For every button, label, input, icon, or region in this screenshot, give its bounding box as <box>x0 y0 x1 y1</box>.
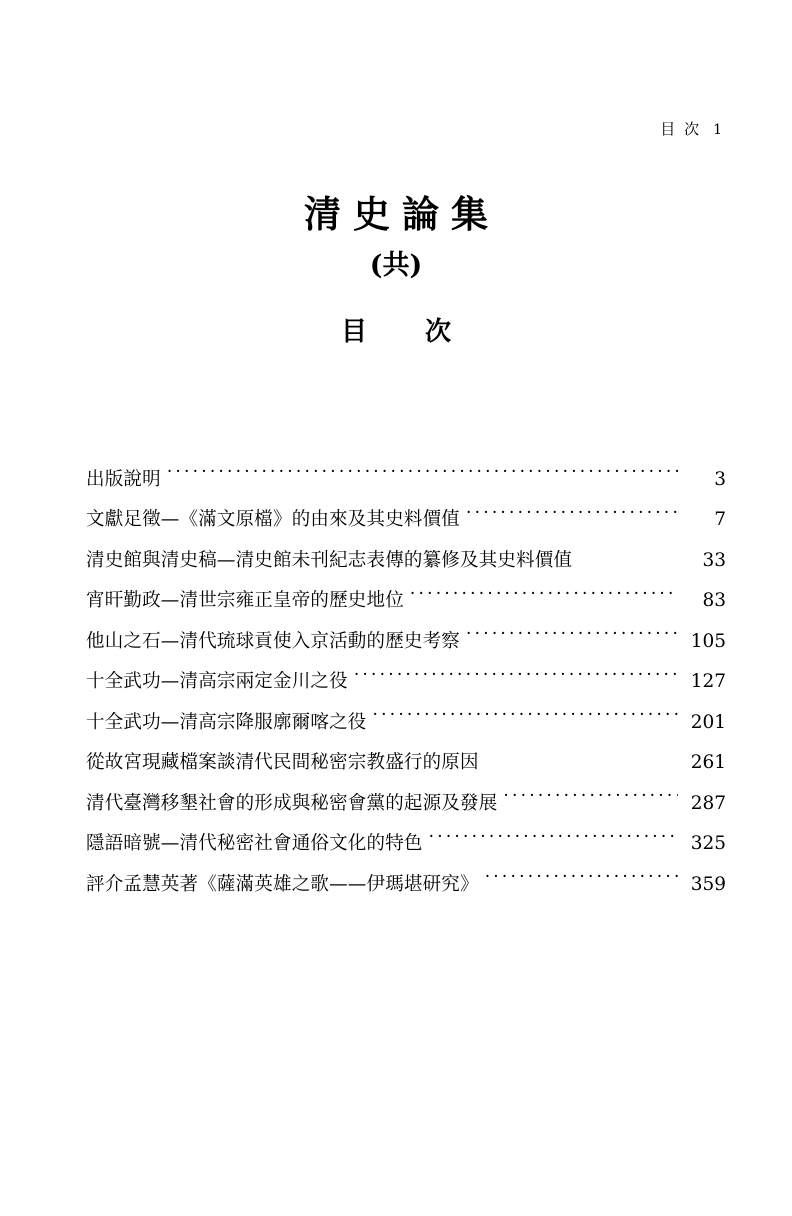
toc-entry[interactable] <box>86 588 726 611</box>
toc-entry-leader-dots <box>485 871 678 890</box>
toc-entry-leader-dots <box>466 507 678 526</box>
toc-entry-page-number: 83 <box>702 590 726 611</box>
toc-entry-label: 他山之石—清代琉球貢使入京活動的歷史考察 <box>86 630 461 652</box>
toc-entry-leader-dots <box>466 628 678 647</box>
toc-entry-page-number: 127 <box>690 671 726 692</box>
toc-entry[interactable] <box>86 507 726 530</box>
toc-entry-label: 評介孟慧英著《薩滿英雄之歌——伊瑪堪研究》 <box>86 873 479 895</box>
toc-entry[interactable] <box>86 750 726 773</box>
toc-heading: 目 次 <box>340 316 467 347</box>
toc-entry[interactable] <box>86 709 726 732</box>
title-block <box>0 192 792 348</box>
toc-entry-leader-dots <box>167 466 678 485</box>
toc-entry[interactable] <box>86 669 726 692</box>
running-header-page-number: 1 <box>713 122 724 138</box>
toc-entry-leader-dots <box>578 547 678 566</box>
toc-entry-page-number: 325 <box>690 833 726 854</box>
toc-entry-label: 文獻足徵—《滿文原檔》的由來及其史料價值 <box>86 509 461 530</box>
toc-entry[interactable] <box>86 628 726 651</box>
running-header <box>660 118 724 139</box>
toc-entry-page-number: 359 <box>690 873 726 895</box>
toc-entry-label: 宵旰勤政—清世宗雍正皇帝的歷史地位 <box>86 590 404 611</box>
toc-entry-page-number: 287 <box>690 792 726 814</box>
toc-entry-label: 清史館與清史稿—清史館未刊紀志表傳的纂修及其史料價值 <box>86 549 573 571</box>
book-title: 清史論集 <box>304 192 500 236</box>
toc-entry[interactable] <box>86 790 726 813</box>
toc-entry-label: 十全武功—清高宗兩定金川之役 <box>86 671 348 692</box>
toc-entry-page-number: 105 <box>690 630 726 652</box>
toc-entry-page-number: 7 <box>714 509 726 530</box>
toc-entry-leader-dots <box>429 831 678 850</box>
toc-entry-leader-dots <box>410 588 678 607</box>
toc-entry-leader-dots <box>503 790 678 809</box>
toc-entry-leader-dots <box>354 669 678 688</box>
toc-entry-page-number: 261 <box>690 752 726 773</box>
table-of-contents <box>86 466 726 912</box>
toc-entry[interactable] <box>86 871 726 894</box>
toc-entry-leader-dots <box>485 750 678 769</box>
toc-entry[interactable] <box>86 547 726 570</box>
toc-entry-leader-dots <box>373 709 678 728</box>
toc-entry-label: 隱語暗號—清代秘密社會通俗文化的特色 <box>86 833 423 854</box>
toc-entry-page-number: 33 <box>702 549 726 571</box>
toc-entry-label: 十全武功—清高宗降服廓爾喀之役 <box>86 711 367 733</box>
toc-entry[interactable] <box>86 831 726 854</box>
volume-number: (共) <box>369 250 423 282</box>
toc-entry-label: 從故宮現藏檔案談清代民間秘密宗教盛行的原因 <box>86 752 479 773</box>
toc-entry-label: 清代臺灣移墾社會的形成與秘密會黨的起源及發展 <box>86 792 498 814</box>
running-header-label: 目 次 <box>660 120 702 138</box>
toc-entry-page-number: 201 <box>690 711 726 733</box>
toc-entry-page-number: 3 <box>714 468 726 490</box>
toc-entry[interactable] <box>86 466 726 489</box>
toc-entry-label: 出版說明 <box>86 468 161 490</box>
